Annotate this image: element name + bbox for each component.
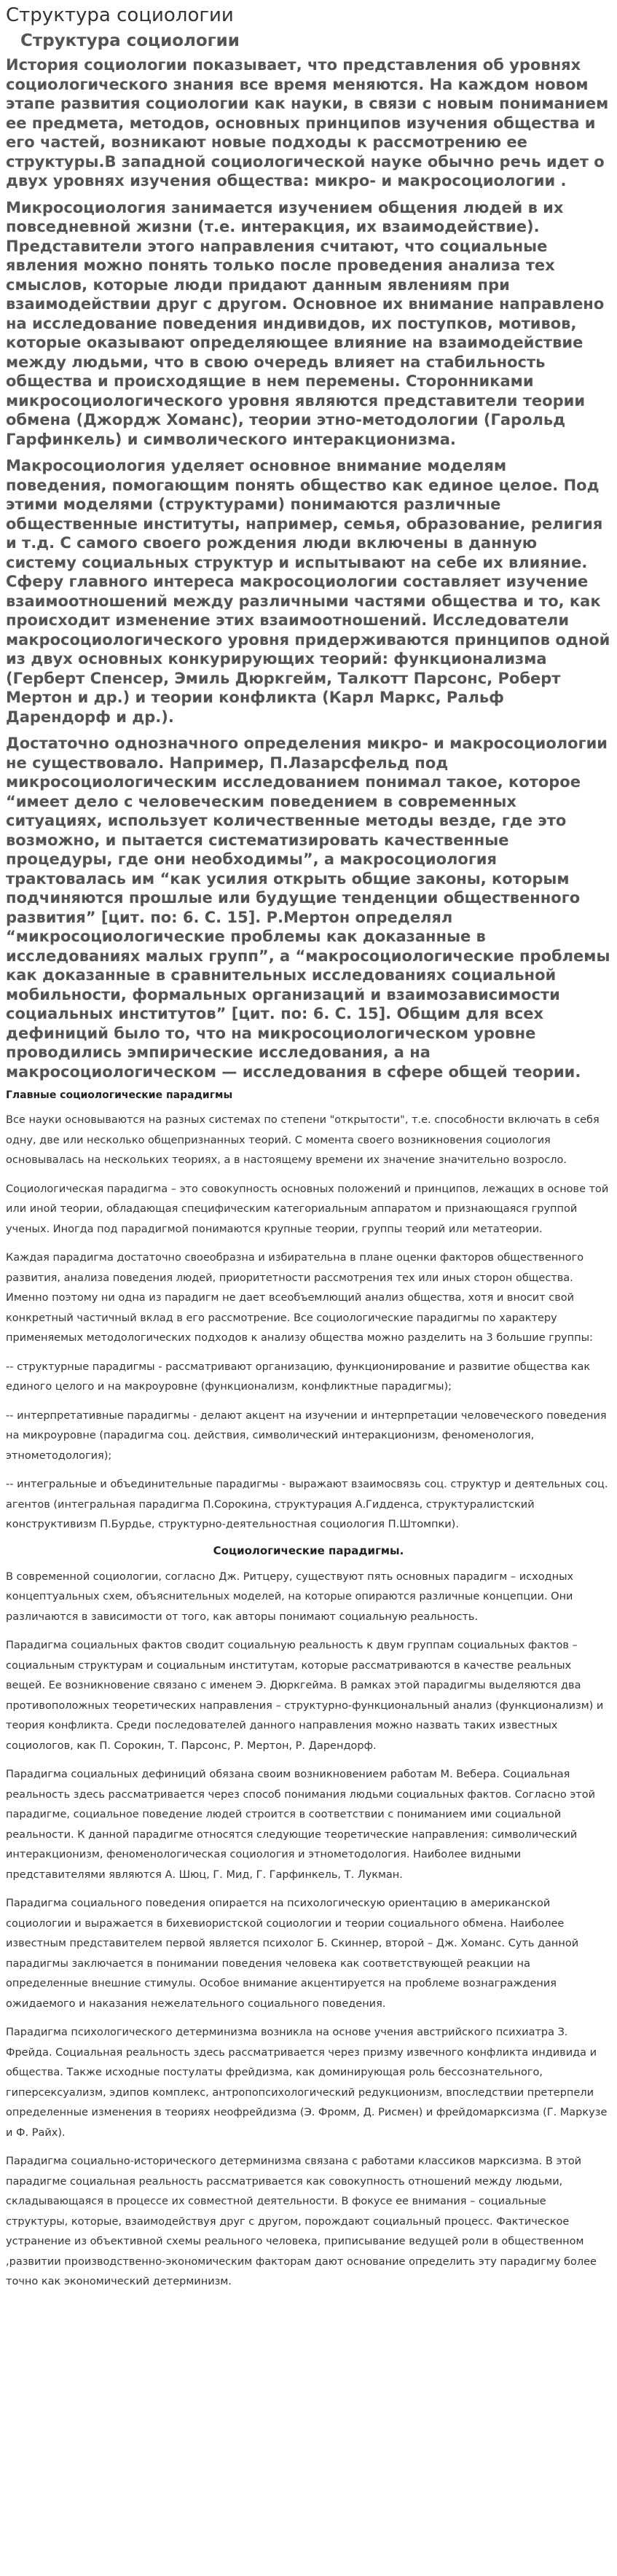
paragraph: Парадигма социально-исторического детерминизма связана с работами классиков марксизма. В этой парадигме социальная реальность рассматривается как совокупность отношений между людьми, складывающаяся в процессе их совместной деятельности. В фокусе ее внимания – социальные структуры, которые, взаимодействуя друг с другом, порождают социальный процесс. Фактическое устранение из объективной схемы реального человека, приписывание ведущей роли в общественном ,развитии производственно-экономическим факторам дают основание определить эту парадигму более точно как экономический детерминизм. (6, 2156, 597, 2287)
bold-paragraph: Макросоциология уделяет основное внимание моделям поведения, помогающим понять общество как единое целое. Под этими моделями (структурами) понимаются различные общественные институты, например, семья, образование, религия и т.д. С самого своего рождения люди включены в данную систему социальных структур и испытывают на себе их влияние. Сферу главного интереса макросоциологии составляет изучение взаимоотношений между различными частями общества и то, как происходит изменение этих взаимоотношений. Исследователи макросоциологического уровня придерживаются принципов одной из двух основных конкурирующих теорий: функционализма (Герберт Спенсер, Эмиль Дюркгейм, Талкотт Парсонс, Роберт Мертон и др.) и теории конфликта (Карл Маркс, Ральф Дарендорф и др.). (6, 457, 610, 726)
bold-paragraph: Микросоциология занимается изучением общения людей в их повседневной жизни (т.е. интеракция, их взаимодействие). Представители этого направления считают, что социальные явления можно понять только после проведения анализа тех смыслов, которые люди придают данным явлениям при взаимодействии друг с другом. Основное их внимание направлено на исследование поведения индивидов, их поступков, мотивов, которые оказывают определяющее влияние на взаимодействие между людьми, что в свою очередь влияет на стабильность общества и происходящие в нем перемены. Сторонниками микросоциологического уровня являются представители теории обмена (Джордж Хоманс), теории этно-методологии (Гарольд Гарфинкель) и символического интеракционизма. (6, 198, 605, 448)
paragraph: Парадигма социальных дефиниций обязана своим возникновением работам М. Вебера. Социальная реальность здесь рассматривается через способ понимания людьми социальных фактов. Согласно этой парадигме, социальное поведение людей строится в соответствии с пониманием ими социальной реальности. К данной парадигме относятся следующие теоретические направления: символический интеракционизм, феноменологическая социология и этнометодология. Наиболее видными представителями являются А. Шюц, Г. Мид, Г. Гарфинкель, Т. Лукман. (6, 1769, 596, 1881)
paragraph: Каждая парадигма достаточно своеобразна и избирательна в плане оценки факторов общественного развития, анализа поведения людей, приоритетности рассмотрения тех или иных сторон общества. Именно поэтому ни одна из парадигм не дает всеобъемлющий анализ общества, хотя и вносит свой конкретный частичный вклад в его рассмотрение. Все социологические парадигмы по характеру применяемых методологических подходов к анализу общества можно разделить на 3 большие группы: (6, 1252, 593, 1344)
bold-paragraph: История социологии показывает, что представления об уровнях социологического знания все время меняются. На каждом новом этапе развития социологии как науки, в связи с новым пониманием ее предмета, методов, основных принципов изучения общества и его частей, возникают новые подходы к рассмотрению ее структуры.В западной социологической науке обычно речь идет о двух уровнях изучения общества: микро- и макросоциологии . (6, 56, 609, 189)
sociological-paradigms-heading: Социологические парадигмы. (213, 1543, 404, 1557)
paragraph: Все науки основываются на разных системах по степени "открытости", т.е. способности включать в себя одну, две или несколько общепризнанных теорий. С момента своего возникновения социология основывалась на нескольких теориях, а в настоящему времени их значение значительно возросло. (6, 1114, 600, 1166)
paragraph: Парадигма социального поведения опирается на психологическую ориентацию в американской социологии и выражается в бихевиористской социологии и теории социального обмена. Наиболее известным представителем первой является психолог Б. Скиннер, второй – Дж. Хоманс. Суть данной парадигмы заключается в понимании поведения человека как соответствующей реакции на определенные внешние стимулы. Особое внимание акцентируется на проблеме вознаграждения ожидаемого и наказания нежелательного социального поведения. (6, 1898, 579, 2010)
paradigms-heading: Главные социологические парадигмы (6, 1089, 233, 1101)
paragraph: В современной социологии, согласно Дж. Ритцеру, существуют пять основных парадигм – исходных концептуальных схем, объяснительных моделей, на которые опираются различные концепции. Они различаются в зависимости от того, как авторы понимают социальную реальность. (6, 1570, 574, 1623)
paragraph: Парадигма психологического детерминизма возникла на основе учения австрийского психиатра З. Фрейда. Социальная реальность здесь рассматривается через призму извечного конфликта индивида и общества. Также исходные постулаты фрейдизма, как доминирующая роль бессознательного, гиперсексуализм, эдипов комплекс, антропопсихологический редукционизм, впоследствии претерпели определенные изменения в теориях неофрейдизма (Э. Фромм, Д. Рисмен) и фрейдомарксизма (Г. Маркузе и Ф. Райх). (6, 2027, 608, 2139)
paragraph: -- интегральные и объединительные парадигмы - выражают взаимосвязь соц. структур и деятельных соц. агентов (интегральная парадигма П.Сорокина, структурация А.Гидденса, структуралистский конструктивизм П.Бурдье, структурно-деятельностная социология П.Штомпки). (6, 1479, 608, 1530)
bold-paragraph: Достаточно однозначного определения микро- и макросоциологии не существовало. Например, П.Лазарсфельд под микросоциологическим исследованием понимал такое, которое “имеет дело с человеческим поведением в современных ситуациях, использует количественные методы везде, где это возможно, и пытается систематизировать качественные процедуры, где они необходимы”, а макросоциология трактовалась им “как усилия открыть общие законы, которым подчиняются прошлые или будущие тенденции общественного развития” [цит. по: 6. С. 15]. Р.Мертон определял “микросоциологические проблемы как доказанные в исследованиях малых групп”, а “макросоциологические проблемы как доказанные в сравнительных исследованиях социальной мобильности, формальных организаций и взаимозависимости социальных институтов” [цит. по: 6. С. 15]. Общим для всех дефиниций было то, что на микросоциологическом уровне проводились эмпирические исследования, а на макросоциологическом — исследования в сфере общей теории. (6, 735, 610, 1081)
section-subtitle: Структура социологии (20, 31, 240, 50)
paragraph: -- интерпретативные парадигмы - делают акцент на изучении и интерпретации человеческого поведения на микроуровне (парадигма соц. действия, символический интеракционизм, феноменология, этнометодология); (6, 1409, 607, 1462)
paragraph: -- структурные парадигмы - рассматривают организацию, функционирование и развитие общества как единого целого и на макроуровне (функционализм, конфликтные парадигмы); (6, 1361, 591, 1393)
paragraph: Социологическая парадигма – это совокупность основных положений и принципов, лежащих в основе той или иной теории, обладающая специфическим категориальным аппаратом и признающаяся группой ученых. Иногда под парадигмой понимаются крупные теории, группы теорий или метатеории. (6, 1183, 609, 1235)
page-title: Структура социологии (6, 4, 234, 26)
paragraph: Парадигма социальных фактов сводит социальную реальность к двум группам социальных фактов – социальным структурам и социальным институтам, которые рассматриваются в качестве реальных вещей. Ее возникновение связано с именем Э. Дюркгейма. В рамках этой парадигмы выделяются два противоположных теоретических направления – структурно-функциональный анализ (функционализм) и теория конфликта. Среди последователей данного направления можно назвать таких известных социологов, как П. Сорокин, Т. Парсонс, Р. Мертон, Р. Дарендорф. (6, 1640, 604, 1752)
